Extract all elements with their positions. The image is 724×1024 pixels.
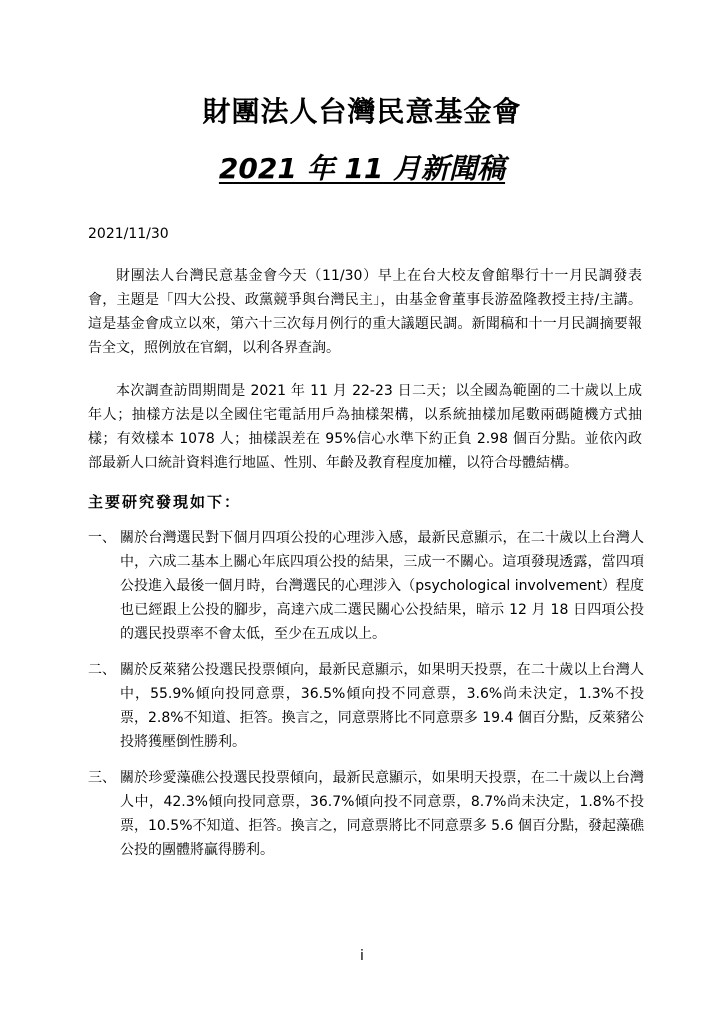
release-date: 2021/11/30 [88, 226, 169, 242]
page-number: i [360, 948, 364, 964]
finding-item [88, 766, 644, 862]
finding-item [88, 526, 644, 646]
document-subtitle-text: 2021 年 11 月新聞稿 [218, 152, 506, 185]
finding-number: 二、 [88, 662, 116, 678]
finding-item [88, 658, 644, 754]
findings-heading: 主要研究發現如下： [88, 493, 242, 511]
intro-paragraph: 財團法人台灣民意基金會今天（11/30）早上在台大校友會館舉行十一月民調發表會，主題是「四大公投、政黨競爭與台灣民主」，由基金會董事長游盈隆教授主持/主講。這是基金會成立以來，第六十三次每月例行的重大議題民調。新聞稿和十一月民調摘要報告全文，照例放在官網，以利各界查詢。 [88, 268, 642, 356]
document-title: 財團法人台灣民意基金會 [202, 95, 522, 128]
finding-text: 關於台灣選民對下個月四項公投的心理涉入感，最新民意顯示，在二十歲以上台灣人中，六成二基本上關心年底四項公投的結果，三成一不關心。這項發現透露，當四項公投進入最後一個月時，台灣選民的心理涉入（psychological involvement）程度也已經跟上公投的腳步，高達六成二選民關心公投結果，暗示 12 月 18 日四項公投的選民投票率不會太低，至少在五成以上。 [120, 530, 644, 642]
finding-text: 關於珍愛藻礁公投選民投票傾向，最新民意顯示，如果明天投票，在二十歲以上台灣人中，42.3%傾向投同意票，36.7%傾向投不同意票，8.7%尚未決定，1.8%不投票，10.5%不知道、拒答。換言之，同意票將比不同意票多 5.6 個百分點，發起藻礁公投的團體將贏得勝利。 [120, 770, 644, 858]
methodology-paragraph: 本次調查訪問期間是 2021 年 11 月 22-23 日二天；以全國為範圍的二十歲以上成年人；抽樣方法是以全國住宅電話用戶為抽樣架構，以系統抽樣加尾數兩碼隨機方式抽樣；有效樣本 1078 人；抽樣誤差在 95%信心水準下約正負 2.98 個百分點。並依內政部最新人口統計資料進行地區、性別、年齡及教育程度加權，以符合母體結構。 [88, 383, 642, 471]
finding-text: 關於反萊豬公投選民投票傾向，最新民意顯示，如果明天投票，在二十歲以上台灣人中，55.9%傾向投同意票，36.5%傾向投不同意票，3.6%尚未決定，1.3%不投票，2.8%不知道、拒答。換言之，同意票將比不同意票多 19.4 個百分點，反萊豬公投將獲壓倒性勝利。 [120, 662, 644, 750]
finding-number: 一、 [88, 530, 116, 546]
finding-number: 三、 [88, 770, 116, 786]
document-subtitle [0, 147, 724, 187]
